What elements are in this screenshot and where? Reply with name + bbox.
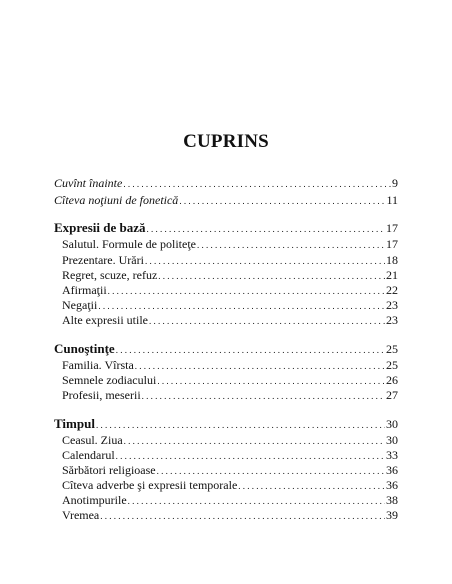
dot-leader bbox=[100, 509, 385, 523]
toc-entry[interactable] bbox=[62, 478, 398, 493]
toc-entry-label: Calendarul bbox=[62, 448, 115, 462]
toc-entry-label: Profesii, meserii bbox=[62, 388, 141, 402]
toc-entry-label: Cuvînt înainte bbox=[54, 176, 123, 190]
toc-entry-label: Cîteva noţiuni de fonetică bbox=[54, 193, 179, 207]
page-title: CUPRINS bbox=[183, 131, 269, 152]
toc-entry[interactable] bbox=[62, 268, 398, 283]
toc-entry-label: Salutul. Formule de politeţe bbox=[62, 237, 196, 251]
dot-leader bbox=[96, 418, 385, 432]
toc-entry-label: Regret, scuze, refuz bbox=[62, 268, 158, 282]
toc-entry[interactable] bbox=[62, 388, 398, 403]
toc-entry-page: 26 bbox=[386, 373, 398, 387]
toc-entry-page: 22 bbox=[386, 283, 398, 297]
toc-entry[interactable] bbox=[62, 253, 398, 268]
toc-entry-page: 23 bbox=[386, 313, 398, 327]
dot-leader bbox=[179, 194, 385, 208]
toc-entry-label: Vremea bbox=[62, 508, 100, 522]
dot-leader bbox=[145, 254, 385, 268]
toc-entry-page: 30 bbox=[386, 433, 398, 447]
toc-entry-page: 11 bbox=[386, 193, 398, 207]
toc-entry-label: Semnele zodiacului bbox=[62, 373, 157, 387]
toc-entry-page: 38 bbox=[386, 493, 398, 507]
toc-entry-label: Alte expresii utile bbox=[62, 313, 148, 327]
dot-leader bbox=[197, 238, 385, 252]
toc-entry-page: 17 bbox=[386, 237, 398, 251]
dot-leader bbox=[128, 494, 385, 508]
toc-entry-page: 25 bbox=[386, 342, 398, 356]
dot-leader bbox=[157, 374, 385, 388]
toc-entry-label: Familia. Vîrsta bbox=[62, 358, 134, 372]
dot-leader bbox=[116, 343, 385, 357]
toc-entry[interactable] bbox=[62, 237, 398, 252]
toc-entry-page: 21 bbox=[386, 268, 398, 282]
toc-entry[interactable] bbox=[54, 176, 398, 191]
toc-entry-label: Cîteva adverbe şi expresii temporale bbox=[62, 478, 238, 492]
toc-entry[interactable] bbox=[62, 448, 398, 463]
dot-leader bbox=[147, 222, 386, 236]
toc-entry-label: Anotimpurile bbox=[62, 493, 127, 507]
toc-entry-page: 17 bbox=[386, 221, 398, 235]
toc-entry[interactable] bbox=[62, 358, 398, 373]
toc-entry-page: 27 bbox=[386, 388, 398, 402]
dot-leader bbox=[135, 359, 385, 373]
dot-leader bbox=[149, 314, 385, 328]
toc-entry-page: 9 bbox=[392, 176, 398, 190]
toc-entry-page: 25 bbox=[386, 358, 398, 372]
toc-section-heading[interactable] bbox=[54, 417, 398, 432]
dot-leader bbox=[238, 479, 385, 493]
dot-leader bbox=[157, 464, 385, 478]
toc-entry-label: Timpul bbox=[54, 416, 95, 431]
dot-leader bbox=[98, 299, 385, 313]
toc-entry-label: Sărbători religioase bbox=[62, 463, 156, 477]
toc-entry-label: Prezentare. Urări bbox=[62, 253, 144, 267]
toc-entry-label: Cunoştinţe bbox=[54, 341, 115, 356]
dot-leader bbox=[116, 449, 385, 463]
toc-section-heading[interactable] bbox=[54, 221, 398, 236]
toc-entry-label: Negaţii bbox=[62, 298, 98, 312]
toc-entry-page: 39 bbox=[386, 508, 398, 522]
toc-entry-page: 33 bbox=[386, 448, 398, 462]
dot-leader bbox=[124, 434, 385, 448]
toc-entry[interactable] bbox=[62, 433, 398, 448]
toc-entry[interactable] bbox=[62, 463, 398, 478]
toc-entry-page: 36 bbox=[386, 478, 398, 492]
toc-entry-label: Expresii de bază bbox=[54, 220, 146, 235]
toc-entry[interactable] bbox=[62, 508, 398, 523]
dot-leader bbox=[123, 177, 391, 191]
toc-entry[interactable] bbox=[62, 283, 398, 298]
dot-leader bbox=[158, 269, 385, 283]
toc-entry-page: 36 bbox=[386, 463, 398, 477]
toc-entry-label: Afirmaţii bbox=[62, 283, 107, 297]
toc-entry-page: 30 bbox=[386, 417, 398, 431]
toc-entry-page: 18 bbox=[386, 253, 398, 267]
toc-entry[interactable] bbox=[54, 193, 398, 208]
dot-leader bbox=[142, 389, 385, 403]
toc-section-heading[interactable] bbox=[54, 342, 398, 357]
toc-entry[interactable] bbox=[62, 373, 398, 388]
toc-entry[interactable] bbox=[62, 313, 398, 328]
toc-entry-page: 23 bbox=[386, 298, 398, 312]
dot-leader bbox=[108, 284, 385, 298]
toc-entry[interactable] bbox=[62, 493, 398, 508]
toc-entry[interactable] bbox=[62, 298, 398, 313]
toc-entry-label: Ceasul. Ziua bbox=[62, 433, 123, 447]
